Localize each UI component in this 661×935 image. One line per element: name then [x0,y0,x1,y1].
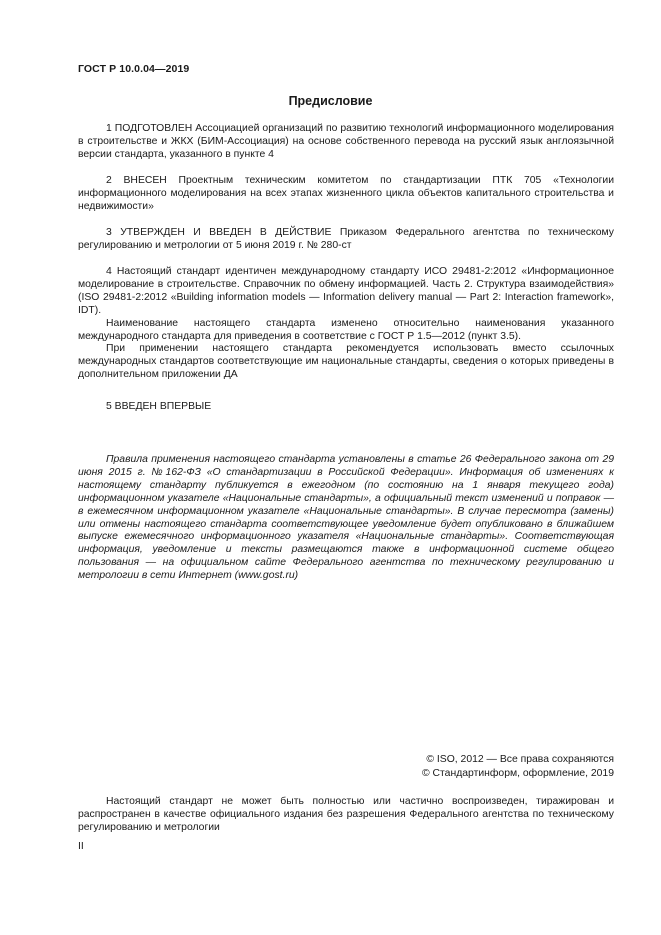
application-rules-notice: Правила применения настоящего стандарта установлены в статье 26 Федерального закона от 29 июня 2015 г. №162-ФЗ «О стандартизации в Российской Федерации». Информация об изменениях к настоящему стандарту публикуется в ежегодном (по состоянию на 1 января текущего года) информационном указателе «Национальные стандарты», а официальный текст изменений и поправок — в ежемесячном информационном указателе «Национальные стандарты». В случае пересмотра (замены) или отмены настоящего стандарта соответствующее уведомление будет опубликовано в ближайшем выпуске ежемесячного информационного указателя «Национальные стандарты». Соответствующая информация, уведомление и тексты размещаются также в информационной системе общего пользования — на официальном сайте Федерального агентства по техническому регулированию и метрологии в сети Интернет (www.gost.ru) [78,454,614,582]
standard-code: ГОСТ Р 10.0.04—2019 [78,63,190,75]
section-introduced: 2 ВНЕСЕН Проектным техническим комитетом по стандартизации ПТК 705 «Технологии информационного моделирования на всех этапах жизненного цикла объектов капитального строительства и недвижимости» [78,175,614,212]
reproduction-rights: Настоящий стандарт не может быть полностью или частично воспроизведен, тиражирован и распространен в качестве официального издания без разрешения Федерального агентства по техническому регулированию и метрологии [78,796,614,833]
section-prepared: 1 ПОДГОТОВЛЕН Ассоциацией организаций по развитию технологий информационного моделирования в строительстве и ЖКХ (БИМ-Ассоциация) на основе собственного перевода на русский язык англоязычной версии стандарта, указанного в пункте 4 [78,123,614,160]
foreword-section-1 [78,123,614,162]
page-title: Предисловие [288,94,373,108]
foreword-section-2 [78,175,614,214]
copyright-block [422,753,614,781]
foreword-section-3 [78,227,614,253]
section-identical: 4 Настоящий стандарт идентичен международному стандарту ИСО 29481-2:2012 «Информационное моделирование в строительстве. Справочник по обмену информацией. Часть 2. Структура взаимодействия» (ISO 29481-2:2012 «Building information models — Information delivery manual — Part 2: Interaction framework», IDT). [78,266,614,316]
section-national-refs: При применении настоящего стандарта рекомендуется использовать вместо ссылочных международных стандартов соответствующие им национальные стандарты, сведения о которых приведены в дополнительном приложении ДА [78,343,614,381]
foreword-section-4 [78,266,614,382]
section-name-changed: Наименование настоящего стандарта изменено относительно наименования указанного международного стандарта для приведения в соответствие с ГОСТ Р 1.5—2012 (пункт 3.5). [78,317,614,342]
foreword-section-5 [78,401,614,414]
page-number: II [78,841,84,852]
section-first-introduced: 5 ВВЕДЕН ВПЕРВЫЕ [106,401,212,412]
section-approved: 3 УТВЕРЖДЕН И ВВЕДЕН В ДЕЙСТВИЕ Приказом Федерального агентства по техническому регулированию и метрологии от 5 июня 2019 г. № 280-ст [78,227,614,251]
copyright-standartinform: © Стандартинформ, оформление, 2019 [421,768,614,779]
copyright-iso: © ISO, 2012 — Все права сохраняются [426,754,614,765]
